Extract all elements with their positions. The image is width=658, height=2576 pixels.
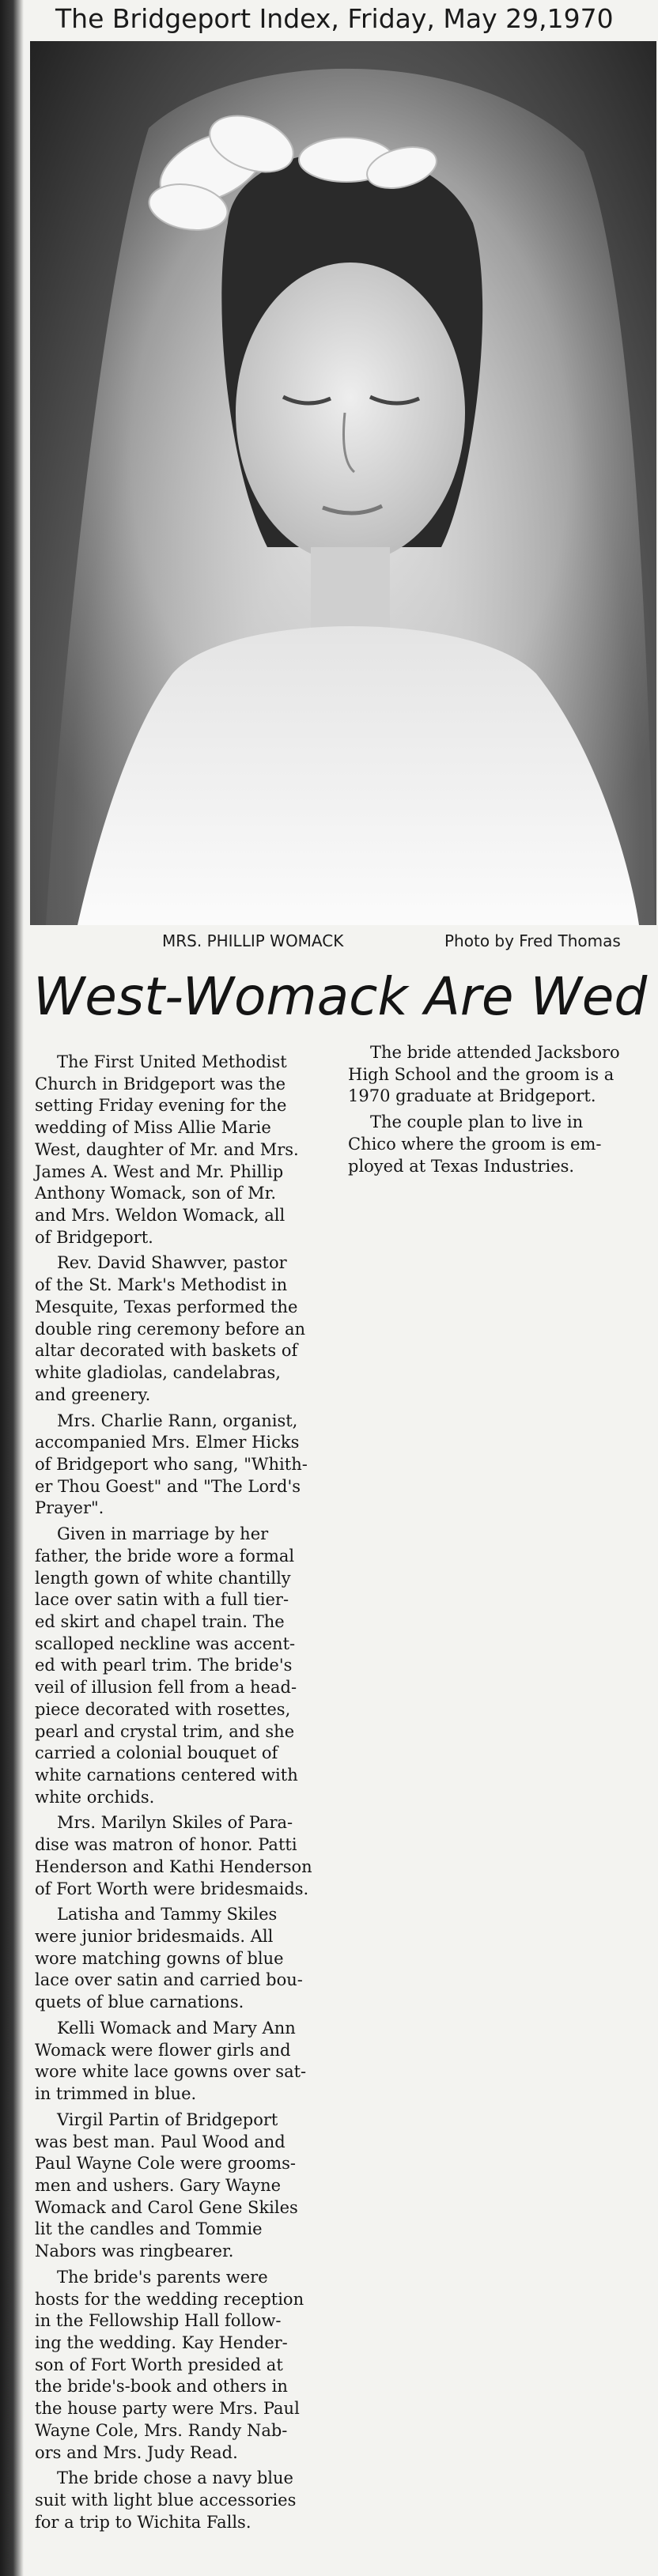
article-paragraph: Virgil Partin of Bridgeport was best man. Paul Wood and Paul Wayne Cole were grooms- men and ushers. Gary Wayne Womack and Carol Gene Skiles lit the candles and Tommie Nabors was ringbearer. [35, 2110, 298, 2261]
photo-credit: Photo by Fred Thomas [444, 931, 621, 950]
article-paragraph: The First United Methodist Church in Bridgeport was the setting Friday evening for the wedding of Miss Allie Marie West, daughter of Mr. and Mrs. James A. West and Mr. Phillip Anthony Womack, son of Mr. and Mrs. Weldon Womack, all of Bridgeport. [35, 1052, 299, 1247]
article-paragraph: Mrs. Marilyn Skiles of Para- dise was matron of honor. Patti Henderson and Kathi Henderson of Fort Worth were bridesmaids. [35, 1813, 312, 1898]
scan-edge-shadow [0, 0, 24, 2576]
article-column-left [35, 1052, 335, 2537]
article-paragraph: Given in marriage by her father, the bride wore a formal length gown of white chantilly lace over satin with a full tier- ed skirt and chapel train. The scalloped neckline was accent- ed with pearl trim. The bride's veil of illusion fell from a head- piece decorated with rosettes, pearl and crystal trim, and she carried a colonial bouquet of white carnations centered with white orchids. [35, 1524, 298, 1807]
article-paragraph: Kelli Womack and Mary Ann Womack were flower girls and wore white lace gowns over sat- in trimmed in blue. [35, 2018, 307, 2104]
article-paragraph: Rev. David Shawver, pastor of the St. Mark's Methodist in Mesquite, Texas performed the double ring ceremony before an altar decorated with baskets of white gladiolas, candelabras, and greenery. [35, 1253, 306, 1404]
article-paragraph: Mrs. Charlie Rann, organist, accompanied Mrs. Elmer Hicks of Bridgeport who sang, "Whith- er Thou Goest" and "The Lord's Prayer". [35, 1411, 308, 1518]
article-paragraph: Latisha and Tammy Skiles were junior bridesmaids. All wore matching gowns of blue lace over satin and carried bou- quets of blue carnations. [35, 1905, 303, 2012]
article-paragraph: The bride chose a navy blue suit with light blue accessories for a trip to Wichita Falls. [35, 2468, 297, 2532]
article-paragraph: The bride's parents were hosts for the wedding reception in the Fellowship Hall follow- ing the wedding. Kay Hender- son of Fort Worth presided at the bride's-book and others in the house party were Mrs. Paul Wayne Cole, Mrs. Randy Nab- ors and Mrs. Judy Read. [35, 2267, 304, 2462]
article-paragraph: The couple plan to live in Chico where the groom is em- ployed at Texas Industries. [348, 1112, 602, 1176]
headline: West-Womack Are Wed [33, 966, 648, 1027]
photo-caption-name: MRS. PHILLIP WOMACK [162, 931, 344, 950]
bride-portrait-illustration [30, 41, 656, 925]
article-paragraph: The bride attended Jacksboro High School and the groom is a 1970 graduate at Bridgeport. [348, 1043, 620, 1106]
masthead: The Bridgeport Index, Friday, May 29,1970 [55, 3, 614, 34]
bride-photo [30, 41, 656, 925]
article-column-right [348, 1042, 652, 1181]
